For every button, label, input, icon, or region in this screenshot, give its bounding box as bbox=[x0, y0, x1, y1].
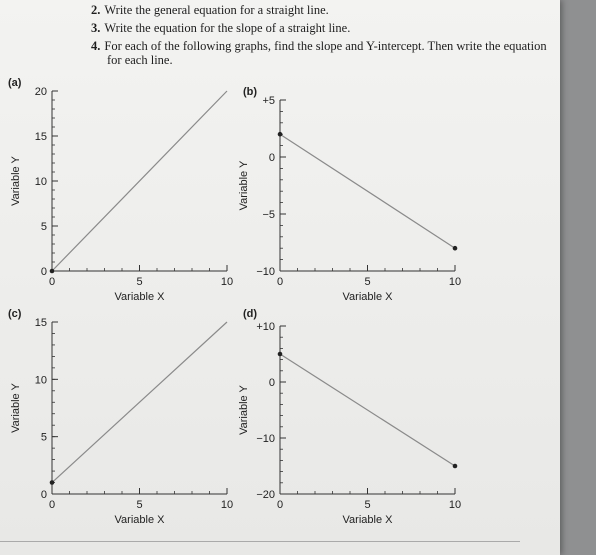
question-4: 4. For each of the following graphs, find the slope and Y-intercept. Then write the equation bbox=[91, 39, 547, 53]
y-tick-label: 5 bbox=[40, 221, 47, 233]
y-tick-label: +10 bbox=[256, 321, 275, 333]
data-line bbox=[52, 91, 227, 271]
panel-label: (a) bbox=[8, 77, 22, 89]
graph-panel-c bbox=[8, 308, 233, 526]
data-point bbox=[50, 480, 55, 485]
data-point bbox=[453, 246, 458, 251]
question-4-continuation: for each line. bbox=[107, 53, 173, 67]
graph-panel-a bbox=[8, 77, 233, 303]
x-axis-title: Variable X bbox=[342, 514, 393, 526]
panel-label: (c) bbox=[8, 308, 22, 320]
y-axis-title: Variable Y bbox=[10, 156, 22, 206]
x-tick-label: 0 bbox=[276, 499, 284, 511]
data-line bbox=[280, 134, 455, 248]
graph-panel-b bbox=[238, 86, 461, 303]
data-point bbox=[278, 352, 283, 357]
y-tick-label: 20 bbox=[34, 86, 47, 98]
x-axis-title: Variable X bbox=[114, 291, 165, 303]
x-tick-label: 0 bbox=[48, 276, 56, 288]
y-tick-label: −20 bbox=[256, 489, 275, 501]
y-axis-title: Variable Y bbox=[238, 160, 250, 211]
y-tick-label: 15 bbox=[34, 317, 47, 329]
panel-label: (b) bbox=[243, 86, 258, 98]
y-tick-label: −5 bbox=[262, 209, 275, 221]
data-line bbox=[52, 322, 227, 483]
x-tick-label: 0 bbox=[276, 276, 284, 288]
x-axis-title: Variable X bbox=[114, 514, 165, 526]
y-tick-label: 0 bbox=[40, 489, 47, 501]
question-3: 3. Write the equation for the slope of a straight line. bbox=[91, 21, 351, 35]
x-tick-label: 5 bbox=[364, 276, 371, 288]
x-tick-label: 10 bbox=[448, 276, 462, 288]
y-axis-title: Variable Y bbox=[10, 383, 22, 433]
y-tick-label: −10 bbox=[256, 433, 275, 445]
x-tick-label: 10 bbox=[448, 499, 462, 511]
y-tick-label: 0 bbox=[268, 152, 275, 164]
x-tick-label: 0 bbox=[48, 499, 56, 511]
y-tick-label: −10 bbox=[256, 266, 275, 278]
x-tick-label: 10 bbox=[220, 499, 234, 511]
y-tick-label: 15 bbox=[34, 131, 47, 143]
x-tick-label: 5 bbox=[136, 499, 143, 511]
data-point bbox=[453, 464, 458, 469]
x-axis-title: Variable X bbox=[342, 291, 393, 303]
question-2: 2. Write the general equation for a straight line. bbox=[91, 3, 329, 17]
data-point bbox=[50, 269, 55, 274]
y-axis-title: Variable Y bbox=[238, 385, 250, 435]
y-tick-label: +5 bbox=[262, 95, 275, 107]
x-tick-label: 10 bbox=[220, 276, 234, 288]
y-tick-label: 0 bbox=[268, 377, 275, 389]
x-tick-label: 5 bbox=[364, 499, 371, 511]
data-point bbox=[278, 132, 283, 137]
y-tick-label: 5 bbox=[40, 431, 47, 444]
x-tick-label: 5 bbox=[136, 276, 143, 288]
graph-panel-d bbox=[238, 308, 461, 526]
panel-label: (d) bbox=[243, 308, 258, 320]
y-tick-label: 0 bbox=[40, 266, 47, 278]
data-line bbox=[280, 354, 455, 466]
y-tick-label: 10 bbox=[34, 374, 47, 387]
y-tick-label: 10 bbox=[34, 176, 47, 188]
